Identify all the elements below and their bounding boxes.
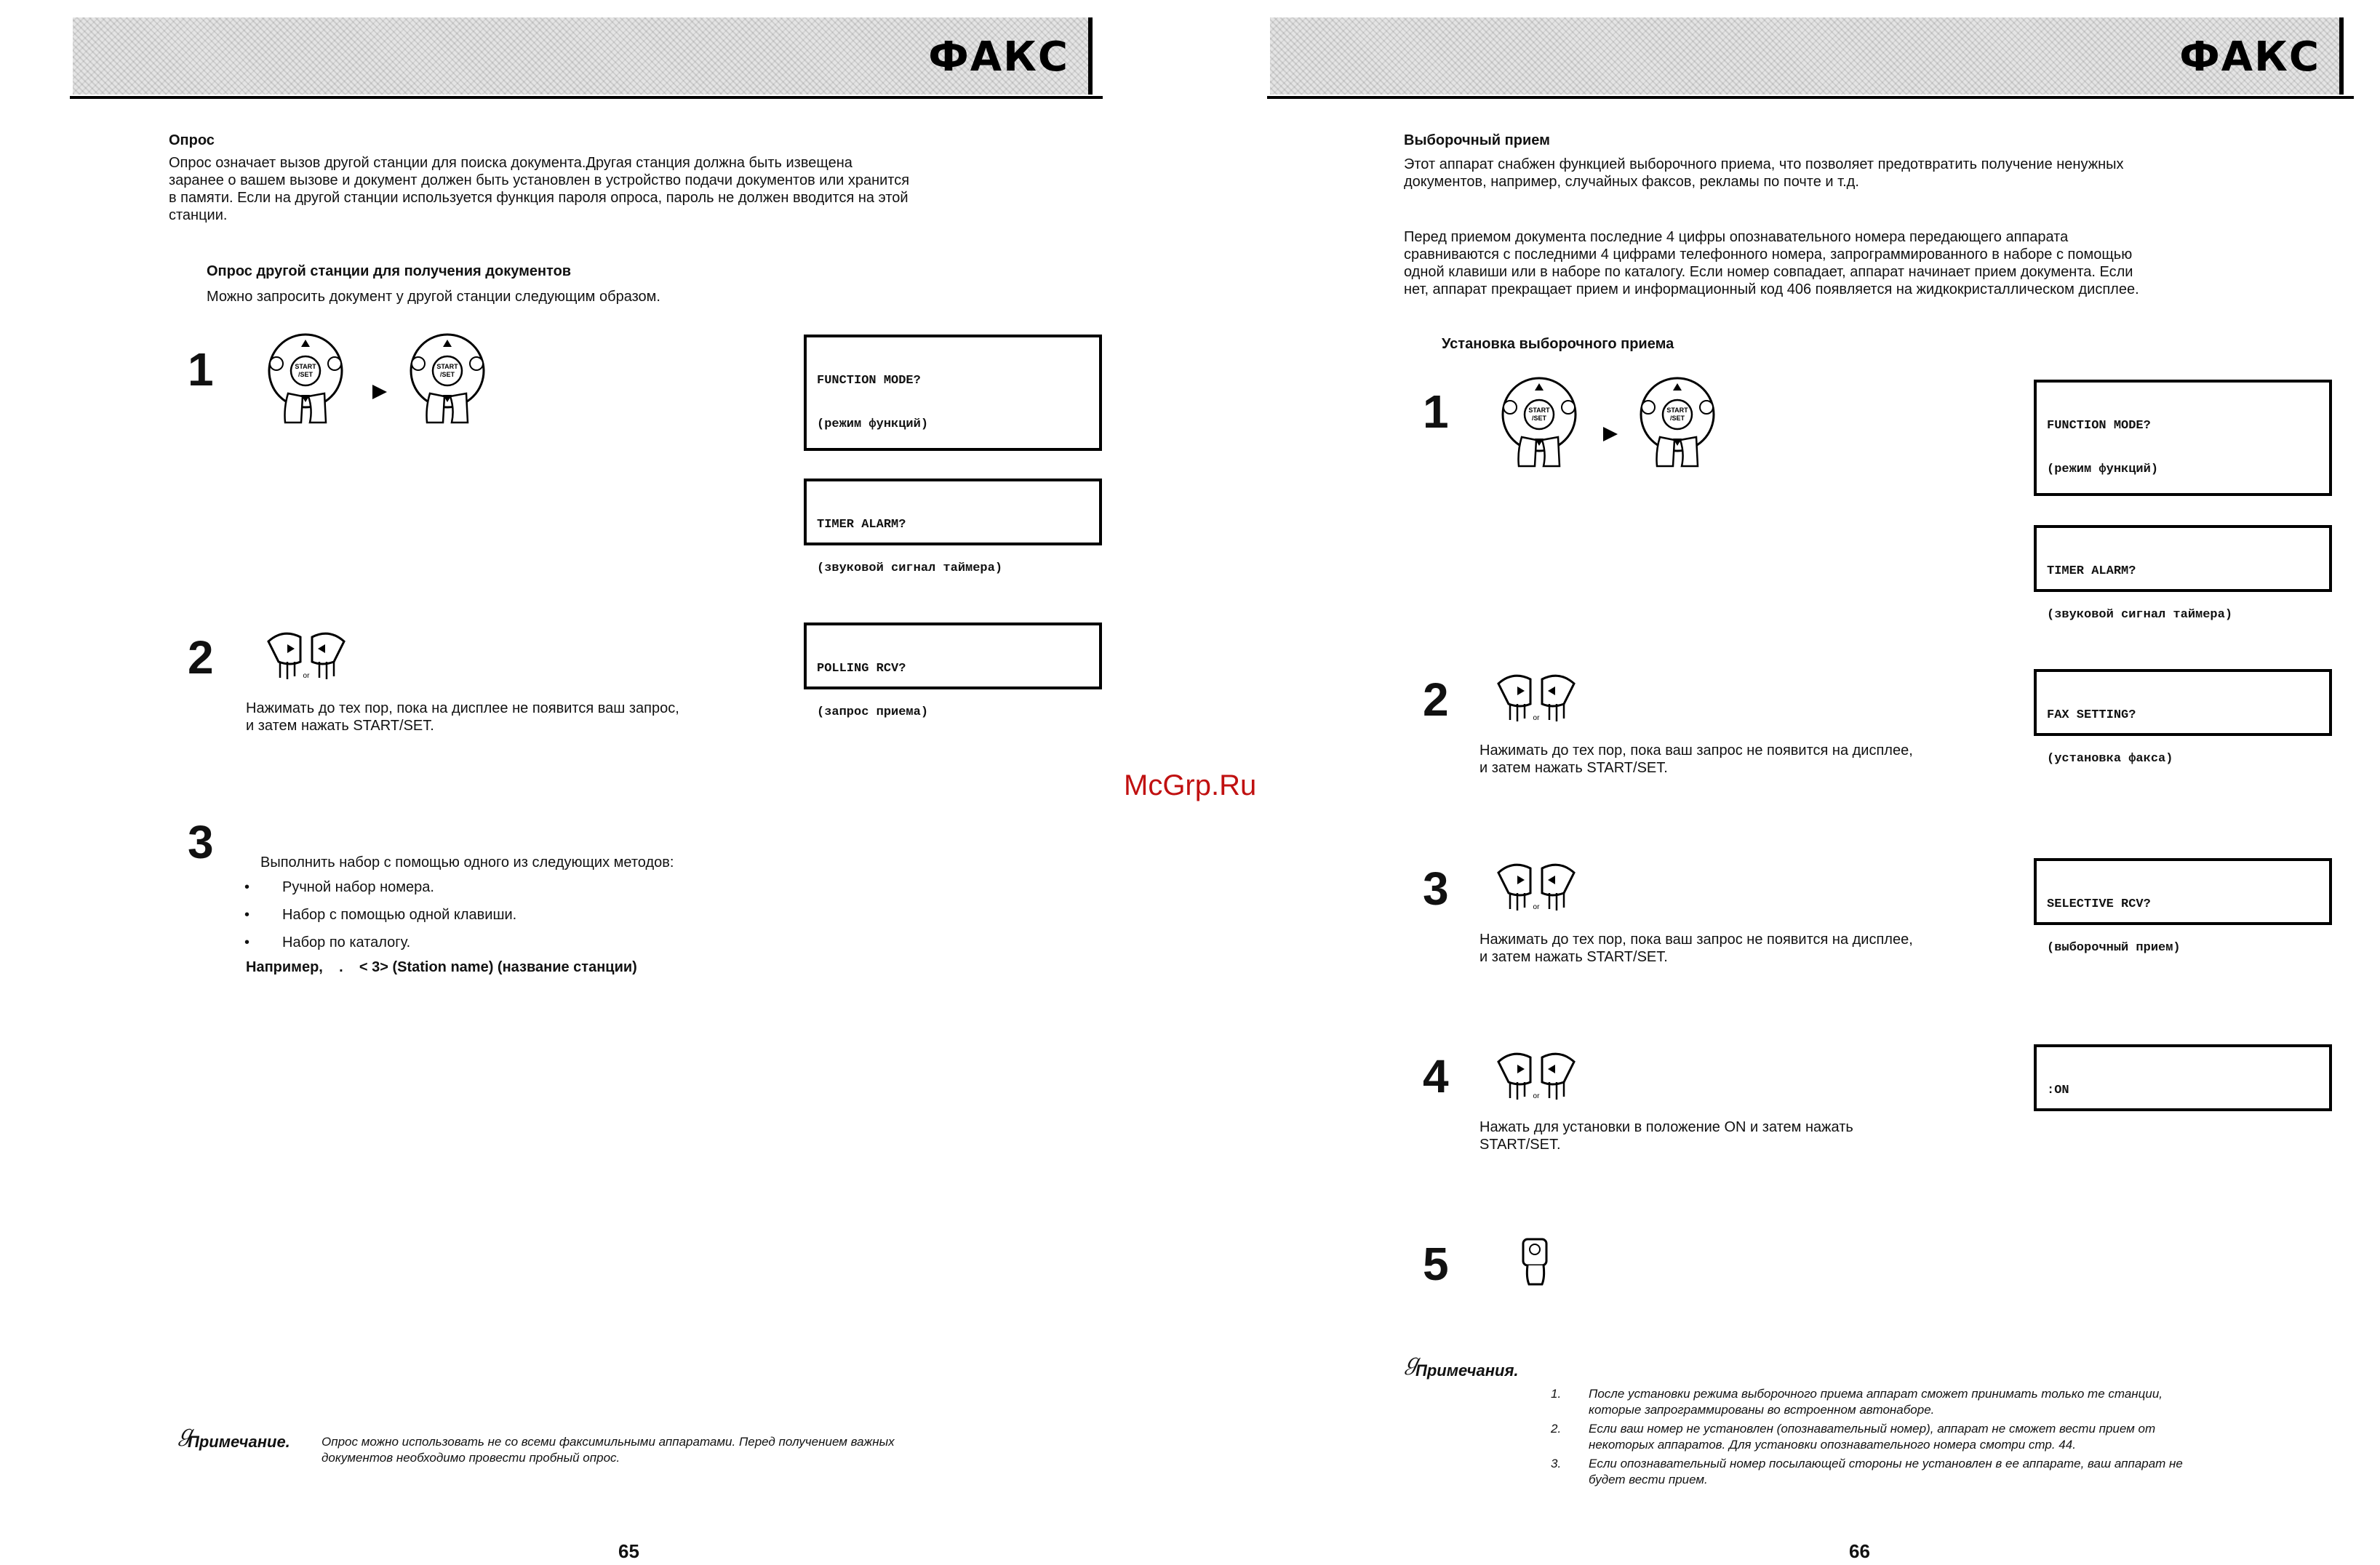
arrow-keys-icon <box>265 627 349 685</box>
note-number: 1. <box>1551 1387 1562 1401</box>
subsection-title: Установка выборочного приема <box>1442 336 1674 352</box>
arrow-right-icon <box>371 383 388 401</box>
step-1-number: 1 <box>188 343 214 396</box>
header-banner <box>73 17 1093 95</box>
step-2-number: 2 <box>188 631 214 684</box>
step-3-text: Нажимать до тех пор, пока ваш запрос не появится на дисплее, и затем нажать START/SET. <box>1479 932 1913 965</box>
lcd-display: TIMER ALARM? (звуковой сигнал таймера) <box>804 479 1102 545</box>
arrow-keys-icon <box>1496 1047 1579 1105</box>
note-icon: ℊ <box>175 1422 196 1446</box>
page-number: 65 <box>618 1540 639 1562</box>
section-title: Опрос <box>169 132 215 148</box>
control-panel-icon <box>1496 375 1583 498</box>
list-item: • <box>244 934 250 950</box>
header-rule <box>70 96 1103 99</box>
note-number: 3. <box>1551 1457 1562 1470</box>
header-banner <box>1270 17 2344 95</box>
note-label: Примечание. <box>188 1433 290 1451</box>
step-4-text: Нажать для установки в положение ON и затем нажать START/SET. <box>1479 1119 1853 1153</box>
intro-paragraph: Опрос означает вызов другой станции для поиска документа.Другая станция должна быть извещена заранее о вашем вызове и документ должен быть установлен в устройство подачи документов или хранится в памяти. Если на другой станции используется функция пароля опроса, пароль не должен вводится на этой станции. <box>169 155 910 223</box>
lcd-display: TIMER ALARM? (звуковой сигнал таймера) <box>2034 525 2332 592</box>
step-3-number: 3 <box>1423 862 1449 915</box>
list-item: • <box>244 879 250 895</box>
lcd-display: SELECTIVE RCV? (выборочный прием) <box>2034 858 2332 925</box>
note-text: Если ваш номер не установлен (опознавательный номер), аппарат не сможет вести прием от некоторых аппаратов. Для установки опознавательного номера смотри стр. 44. <box>1589 1422 2156 1452</box>
note-icon: ℊ <box>1401 1350 1423 1374</box>
control-panel-icon <box>404 331 491 455</box>
example-text: Например, . < 3> (Station name) (название станции) <box>246 959 637 975</box>
step-2-number: 2 <box>1423 673 1449 726</box>
arrow-right-icon <box>1602 425 1619 443</box>
header-rule <box>1267 96 2354 99</box>
subsection-text: Можно запросить документ у другой станции следующим образом. <box>207 289 660 305</box>
note-text: После установки режима выборочного приема аппарат сможет принимать только те станции, которые запрограммированы во встроенном автонаборе. <box>1589 1387 2163 1417</box>
lcd-display: FAX SETTING? (установка факса) <box>2034 669 2332 736</box>
lcd-display: FUNCTION MODE? (режим функций) <box>2034 380 2332 496</box>
step-2-text: Нажимать до тех пор, пока на дисплее не появится ваш запрос, и затем нажать START/SET. <box>246 700 679 734</box>
step-3-number: 3 <box>188 816 214 868</box>
step-2-text: Нажимать до тех пор, пока ваш запрос не появится на дисплее, и затем нажать START/SET. <box>1479 743 1913 776</box>
control-panel-icon <box>262 331 349 455</box>
page-number: 66 <box>1849 1540 1870 1562</box>
subsection-title: Опрос другой станции для получения документов <box>207 263 572 279</box>
list-item: • <box>244 907 250 923</box>
step-3-text: Выполнить набор с помощью одного из следующих методов: <box>260 854 674 870</box>
step-1-number: 1 <box>1423 385 1449 438</box>
watermark: McGrp.Ru <box>1124 769 1257 801</box>
note-number: 2. <box>1551 1422 1562 1436</box>
header-title: ФАКС <box>2179 33 2320 81</box>
list-item: Ручной набор номера. <box>282 879 434 895</box>
lcd-display: :ON <box>2034 1044 2332 1111</box>
list-item: Набор по каталогу. <box>282 934 411 950</box>
control-panel-icon <box>1634 375 1721 498</box>
lcd-display: FUNCTION MODE? (режим функций) <box>804 335 1102 451</box>
arrow-keys-icon <box>1496 669 1579 727</box>
header-title: ФАКС <box>928 33 1069 81</box>
section-title: Выборочный прием <box>1404 132 1550 148</box>
list-item: Набор с помощью одной клавиши. <box>282 907 517 923</box>
step-5-number: 5 <box>1423 1238 1449 1290</box>
lcd-display: POLLING RCV? (запрос приема) <box>804 623 1102 689</box>
stop-button-icon <box>1517 1236 1552 1287</box>
note-text: Если опознавательный номер посылающей стороны не установлен в ее аппарате, ваш аппарат не будет вести прием. <box>1589 1457 2183 1486</box>
arrow-keys-icon <box>1496 858 1579 916</box>
intro-paragraph: Перед приемом документа последние 4 цифры опознавательного номера передающего аппарата сравниваются с последними 4 цифрами телефонного номера, запрограммированного в наборе с помощью одной клавиши или в наборе по каталогу. Если номер совпадает, аппарат начинает прием документа. Если нет, аппарат прекращает прием и информационный код 406 появляется на жидкокристаллическом дисплее. <box>1404 229 2139 297</box>
note-text: Опрос можно использовать не со всеми факсимильными аппаратами. Перед получением важных документов необходимо провести пробный опрос. <box>322 1435 895 1465</box>
notes-label: Примечания. <box>1415 1361 1519 1380</box>
intro-paragraph: Этот аппарат снабжен функцией выборочного приема, что позволяет предотвратить получение ненужных документов, например, случайных факсов, рекламы по почте и т.д. <box>1404 156 2124 190</box>
step-4-number: 4 <box>1423 1050 1449 1102</box>
right-page <box>1190 0 2380 1565</box>
